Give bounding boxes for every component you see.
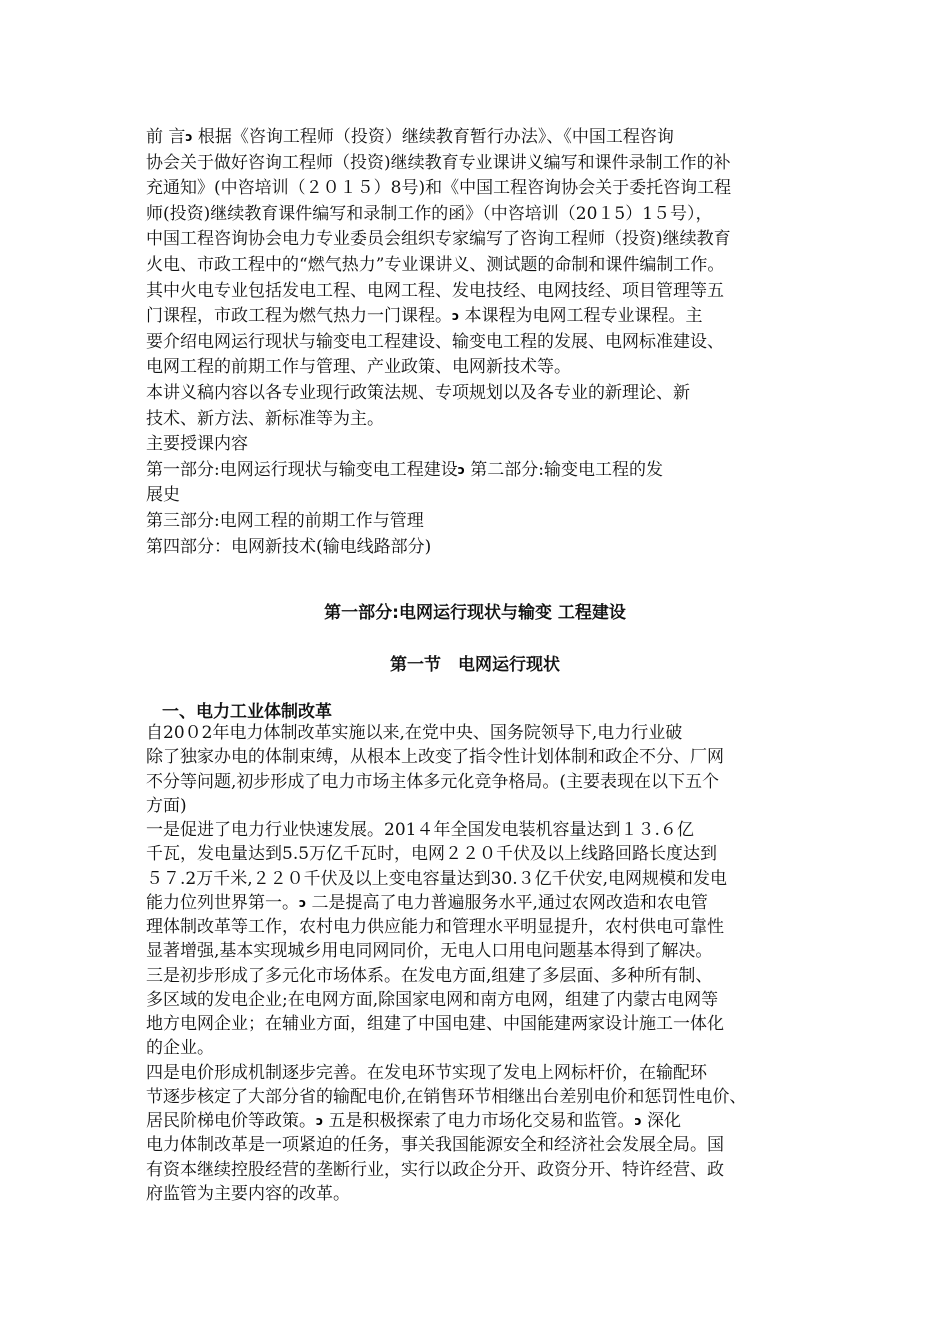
- part-title: 第一部分:电网运行现状与输变 工程建设: [324, 603, 626, 623]
- line-text: 一是促进了电力行业快速发展。201４年全国发电装机容量达到１３.６亿: [146, 820, 694, 840]
- line-text: 深化: [641, 1111, 682, 1131]
- text-line: [146, 303, 703, 329]
- text-line: [146, 278, 724, 304]
- line-text: 要介绍电网运行现状与输变电工程建设、输变电工程的发展、电网标准建设、: [146, 331, 724, 352]
- text-line: [146, 1132, 724, 1158]
- line-text: 第三部分:电网工程的前期工作与管理: [146, 511, 424, 531]
- line-text: 显著增强,基本实现城乡用电同网同价，无电人口用电问题基本得到了解决。: [146, 941, 713, 962]
- line-text: 协会关于做好咨询工程师（投资)继续教育专业课讲义编写和课件录制工作的补: [146, 152, 731, 173]
- text-line: [146, 817, 694, 843]
- line-text: 自20０2年电力体制改革实施以来,在党中央、国务院领导下,电力行业破: [146, 723, 683, 743]
- line-text: 五是积极探索了电力市场化交易和监管。: [323, 1111, 635, 1131]
- text-line: [146, 354, 571, 380]
- line-text: 电网工程的前期工作与管理、产业政策、电网新技术等。: [146, 357, 571, 378]
- text-line: [146, 720, 682, 746]
- text-line: [146, 1157, 724, 1183]
- text-line: [146, 329, 724, 355]
- text-line: [146, 914, 724, 940]
- line-text: 根据《咨询工程师（投资）继续教育暂行办法》、《中国工程咨询: [192, 127, 674, 147]
- text-line: [146, 1084, 746, 1110]
- line-text: 技术、新方法、新标准等为主。: [146, 408, 384, 429]
- line-text: 地方电网企业；在辅业方面，组建了中国电建、中国能建两家设计施工一体化: [146, 1014, 724, 1034]
- line-text: 二是提高了电力普遍服务水平,通过农网改造和农电管: [306, 892, 708, 913]
- text-line: [146, 793, 187, 819]
- line-text: 的企业。: [146, 1038, 214, 1059]
- line-text: 展史: [146, 485, 180, 506]
- text-line: [146, 769, 719, 795]
- text-line: [146, 744, 724, 770]
- text-line: [146, 226, 731, 252]
- line-text: 第四部分：电网新技术(输电线路部分): [146, 536, 432, 557]
- line-text: 节逐步核定了大部分省的输配电价,在销售环节相继出台差别电价和惩罚性电价、: [146, 1086, 747, 1107]
- line-text: 本讲义稿内容以各专业现行政策法规、专项规划以及各专业的新理论、新: [146, 383, 690, 403]
- text-line: [146, 534, 431, 560]
- paragraph-mark-icon: ↄ: [452, 309, 460, 324]
- line-text: 电力体制改革是一项紧迫的任务，事关我国能源安全和经济社会发展全局。国: [146, 1135, 724, 1156]
- line-text: 方面): [146, 795, 187, 816]
- line-text: 其中火电专业包括发电工程、电网工程、发电技经、电网技经、项目管理等五: [146, 280, 724, 301]
- line-text: 居民阶梯电价等政策。: [146, 1111, 316, 1131]
- line-text: 门课程，市政工程为燃气热力一门课程。: [146, 306, 452, 327]
- line-text: 能力位列世界第一。: [146, 892, 299, 913]
- section-title: 第一节 电网运行现状: [390, 655, 560, 675]
- line-text: 除了独家办电的体制束缚，从根本上改变了指令性计划体制和政企不分、厂网: [146, 747, 724, 768]
- text-line: [146, 124, 674, 150]
- text-line: [146, 252, 724, 278]
- line-text: 有资本继续控股经营的垄断行业，实行以政企分开、政资分开、特许经营、政: [146, 1159, 724, 1180]
- text-line: [146, 963, 712, 989]
- line-text: 中国工程咨询协会电力专业委员会组织专家编写了咨询工程师（投资)继续教育: [146, 229, 731, 250]
- text-line: [146, 866, 727, 892]
- line-text: 前 言: [146, 127, 186, 147]
- text-line: [146, 380, 690, 406]
- text-line: [146, 201, 713, 227]
- line-text: 火电、市政工程中的“燃气热力”专业课讲义、测试题的命制和课件编制工作。: [146, 255, 725, 275]
- line-text: 第一部分:电网运行现状与输变电工程建设: [146, 459, 458, 480]
- line-text: 理体制改革等工作，农村电力供应能力和管理水平明显提升，农村供电可靠性: [146, 917, 724, 937]
- line-text: 主要授课内容: [146, 434, 248, 455]
- subsection-title: 一、电力工业体制改革: [162, 702, 332, 722]
- text-line: [146, 987, 718, 1013]
- text-line: [146, 175, 731, 201]
- line-text: 三是初步形成了多元化市场体系。在发电方面,组建了多层面、多种所有制、: [146, 965, 713, 986]
- paragraph-mark-icon: ↄ: [634, 1114, 642, 1128]
- text-line: [146, 406, 384, 432]
- line-text: ５７.2万千米,２２０千伏及以上变电容量达到30.３亿千伏安,电网规模和发电: [146, 868, 728, 889]
- text-line: [146, 150, 731, 176]
- text-line: [146, 1035, 214, 1061]
- text-line: [146, 841, 717, 867]
- paragraph-mark-icon: ↄ: [185, 130, 193, 144]
- line-text: 府监管为主要内容的改革。: [146, 1183, 350, 1204]
- line-text: 第二部分:输变电工程的发: [464, 459, 663, 480]
- text-line: [146, 1181, 350, 1207]
- line-text: 千瓦，发电量达到5.5万亿千瓦时，电网２２０千伏及以上线路回路长度达到: [146, 844, 718, 865]
- paragraph-mark-icon: ↄ: [457, 462, 465, 477]
- text-line: [146, 508, 424, 534]
- line-text: 充通知》(中咨培训（２０１５）8号)和《中国工程咨询协会关于委托咨询工程: [146, 178, 732, 199]
- line-text: 四是电价形成机制逐步完善。在发电环节实现了发电上网标杆价，在输配环: [146, 1062, 707, 1083]
- text-line: [146, 1108, 681, 1134]
- text-line: [146, 457, 663, 483]
- paragraph-mark-icon: ↄ: [299, 895, 307, 910]
- line-text: 本课程为电网工程专业课程。主: [459, 306, 703, 327]
- text-line: [146, 431, 248, 457]
- line-text: 不分等问题,初步形成了电力市场主体多元化竞争格局。(主要表现在以下五个: [146, 771, 720, 792]
- text-line: [146, 1011, 724, 1037]
- text-line: [146, 890, 708, 916]
- text-line: [146, 938, 712, 964]
- line-text: 多区域的发电企业;在电网方面,除国家电网和南方电网，组建了内蒙古电网等: [146, 989, 719, 1010]
- line-text: 师(投资)继续教育课件编写和录制工作的函》（中咨培训（20１5）1５号），: [146, 203, 713, 224]
- paragraph-mark-icon: ↄ: [316, 1114, 324, 1128]
- text-line: [146, 1060, 707, 1086]
- text-line: [146, 482, 180, 508]
